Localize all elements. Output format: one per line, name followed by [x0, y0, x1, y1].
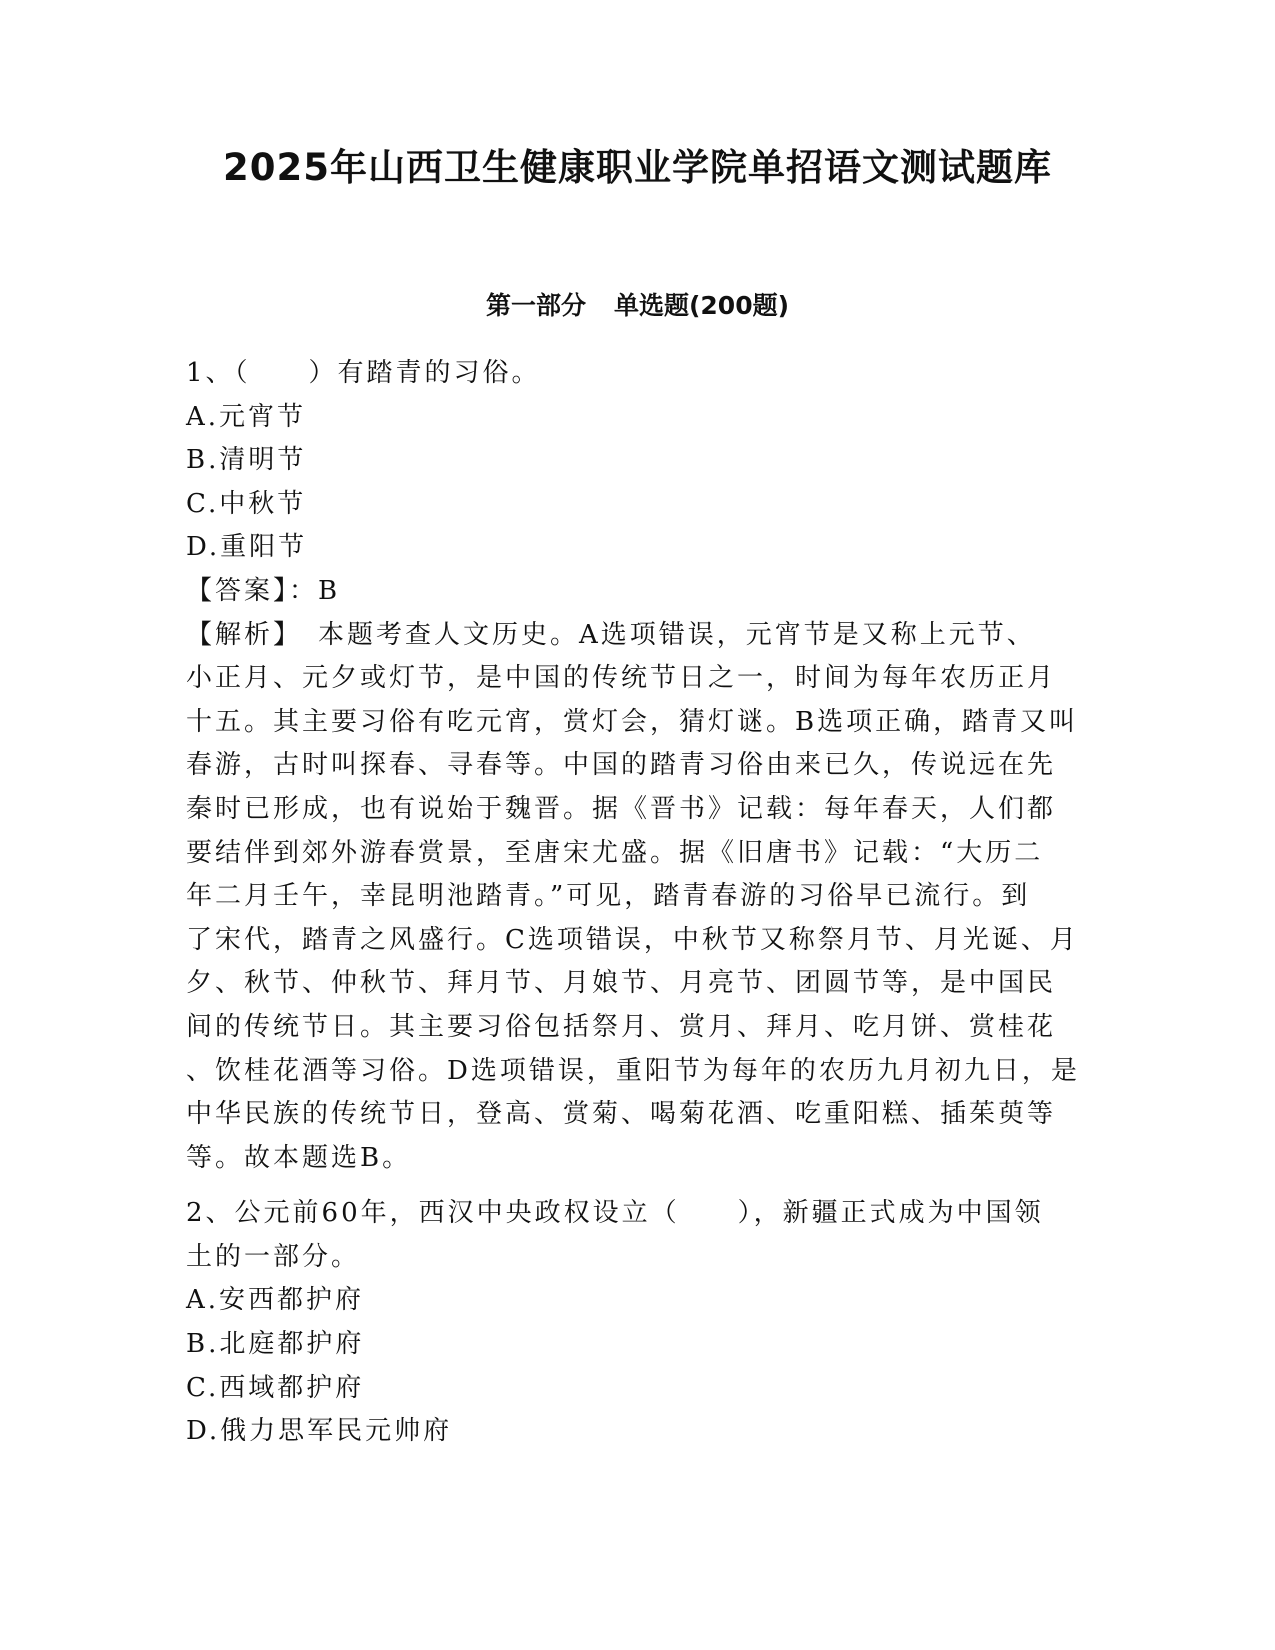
question-stem-continued: 土的一部分。: [186, 1241, 361, 1272]
paragraph-spacer: [186, 1180, 1086, 1192]
analysis-line: 春游，古时叫探春、寻春等。中国的踏青习俗由来已久，传说远在先: [186, 750, 1057, 781]
section-type-label: 单选题(200题): [613, 291, 790, 320]
document-title: 2025年山西卫生健康职业学院单招语文测试题库: [223, 146, 1052, 189]
option-a: A.安西都护府: [186, 1285, 365, 1316]
analysis-line: 【解析】 本题考查人文历史。A选项错误，元宵节是又称上元节、: [186, 619, 1036, 650]
question-stem: 2、公元前60年，西汉中央政权设立（ ），新疆正式成为中国领: [186, 1198, 1044, 1229]
option-b: B.北庭都护府: [186, 1329, 365, 1360]
question-2: [186, 1192, 1086, 1454]
analysis-line: 夕、秋节、仲秋节、拜月节、月娘节、月亮节、团圆节等，是中国民: [186, 968, 1057, 999]
analysis-block: [186, 614, 1086, 1181]
section-title: [0, 290, 1275, 322]
analysis-line: 间的传统节日。其主要习俗包括祭月、赏月、拜月、吃月饼、赏桂花: [186, 1011, 1057, 1042]
question-list: [186, 352, 1086, 1454]
option-c: C.中秋节: [186, 488, 307, 519]
question-stem: 1、（ ）有踏青的习俗。: [186, 358, 541, 388]
analysis-line: 要结伴到郊外游春赏景，至唐宋尤盛。据《旧唐书》记载：“大历二: [186, 837, 1044, 868]
option-a: A.元宵节: [186, 401, 307, 432]
analysis-line: 小正月、元夕或灯节，是中国的传统节日之一，时间为每年农历正月: [186, 663, 1057, 694]
analysis-line: 了宋代，踏青之风盛行。C选项错误，中秋节又称祭月节、月光诞、月: [186, 924, 1079, 955]
answer-line: 【答案】：B: [186, 575, 341, 606]
section-part-label: 第一部分: [485, 291, 586, 320]
analysis-line: 、饮桂花酒等习俗。D选项错误，重阳节为每年的农历九月初九日，是: [186, 1055, 1080, 1086]
question-1: [186, 352, 1086, 1180]
analysis-line: 中华民族的传统节日，登高、赏菊、喝菊花酒、吃重阳糕、插茱萸等: [186, 1099, 1057, 1130]
option-d: D.俄力思军民元帅府: [186, 1416, 453, 1447]
analysis-line: 十五。其主要习俗有吃元宵，赏灯会，猜灯谜。B选项正确，踏青又叫: [186, 706, 1079, 737]
option-d: D.重阳节: [186, 532, 308, 563]
option-c: C.西域都护府: [186, 1372, 365, 1403]
option-b: B.清明节: [186, 445, 307, 476]
analysis-line: 秦时已形成，也有说始于魏晋。据《晋书》记载：每年春天，人们都: [186, 793, 1057, 824]
analysis-line: 年二月壬午，幸昆明池踏青。”可见，踏青春游的习俗早已流行。到: [186, 881, 1031, 912]
analysis-line: 等。故本题选B。: [186, 1142, 412, 1173]
